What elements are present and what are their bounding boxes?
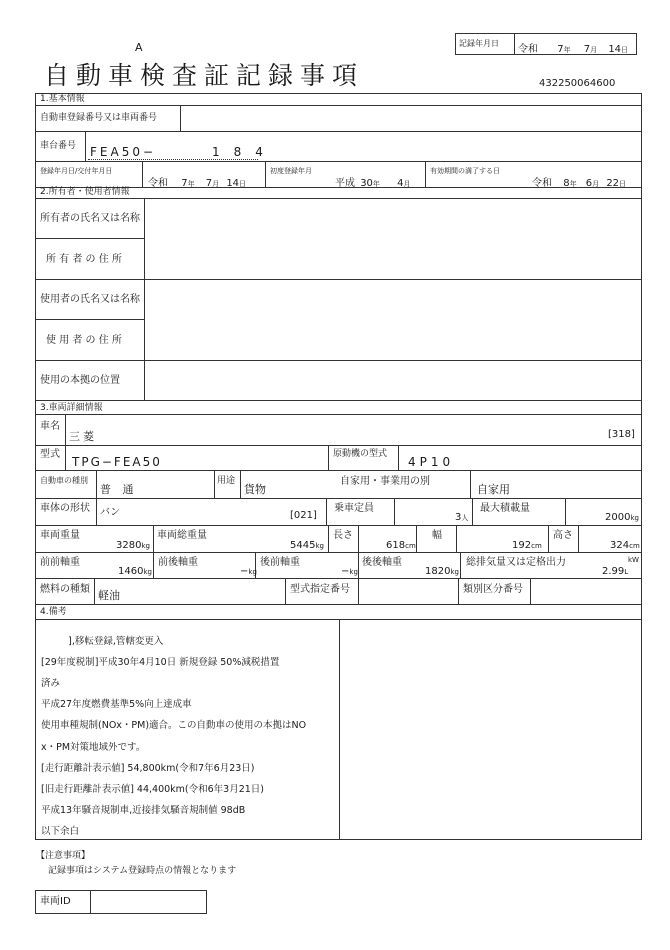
engine-value: 4P10 — [408, 455, 455, 469]
capacity-label: 乗車定員 — [334, 503, 374, 514]
record-date-value: 令和 7年 7月 14日 — [518, 44, 629, 55]
rf-axle-label: 後前軸重 — [260, 557, 300, 568]
remarks-line: 使用車種規制(NOx・PM)適合。この自動車の使用の本拠はNO — [41, 720, 307, 732]
use-label: 用途 — [217, 476, 236, 486]
rr-axle-label: 後後軸重 — [362, 557, 402, 568]
body-value: バン — [100, 507, 120, 518]
weight-label: 車両重量 — [40, 530, 80, 541]
record-date-label: 記録年月日 — [459, 39, 499, 48]
max-load-value: 2000kg — [605, 512, 639, 523]
reg-date-label: 登録年月日/交付年月日 — [40, 167, 113, 175]
reg-number-label: 自動車登録番号又は車両番号 — [40, 113, 158, 123]
displacement-value: 2.99L — [602, 566, 629, 577]
length-label: 長さ — [333, 530, 353, 541]
height-value: 324cm — [610, 540, 640, 551]
expiry-label: 有効期間の満了する日 — [430, 167, 500, 175]
make-label: 車名 — [40, 421, 60, 432]
vehicle-id-label: 車両ID — [40, 896, 71, 907]
rr-axle-value: 1820kg — [425, 566, 459, 577]
gross-weight-value: 5445kg — [290, 540, 324, 551]
rf-axle-value: −kg — [341, 566, 358, 577]
chassis-number-label: 車台番号 — [40, 141, 77, 151]
remarks-line: 以下余白 — [41, 826, 80, 838]
purpose-label: 自家用・事業用の別 — [340, 476, 430, 487]
type-designation-label: 型式指定番号 — [290, 584, 350, 595]
expiry-value: 令和 8年 6月 22日 — [532, 178, 627, 189]
fr-axle-label: 前後軸重 — [158, 557, 198, 568]
capacity-value: 3人 — [455, 512, 469, 523]
document-number: 432250064600 — [539, 78, 616, 89]
fuel-label: 燃料の種類 — [40, 584, 90, 595]
length-value: 618cm — [386, 540, 416, 551]
remarks-line: ],移転登録,管轄変更入 — [41, 635, 164, 647]
make-code: [318] — [608, 429, 635, 440]
document-title: 自動車検査証記録事項 — [44, 61, 365, 90]
model-label: 型式 — [40, 449, 60, 460]
purpose-value: 自家用 — [477, 483, 510, 496]
owner-name-label: 所有者の氏名又は名称 — [40, 213, 140, 224]
remarks-line: x・PM対策地域外です。 — [41, 741, 146, 753]
remarks-line: [走行距離計表示値] 54,800km(令和7年6月23日) — [41, 762, 255, 774]
form-mark: A — [135, 41, 143, 54]
chassis-prefix: FEA50− — [90, 145, 157, 159]
section-basic-heading: 1.基本情報 — [40, 94, 85, 104]
kind-value: 普 通 — [100, 483, 138, 496]
fr-axle-value: −kg — [240, 566, 257, 577]
remarks-line: 済み — [41, 677, 61, 689]
engine-label: 原動機の型式 — [333, 449, 388, 459]
ff-axle-value: 1460kg — [118, 566, 152, 577]
remarks-line: 平成13年騒音規制車,近接排気騒音規制値 98dB — [41, 805, 246, 817]
first-reg-label: 初度登録年月 — [270, 167, 312, 175]
model-value: TPG−FEA50 — [72, 455, 162, 469]
remarks-line: [旧走行距離計表示値] 44,400km(令和6年3月21日) — [41, 783, 265, 795]
section-remarks-heading: 4.備考 — [40, 607, 67, 617]
user-address-label: 使 用 者 の 住 所 — [46, 335, 122, 346]
remarks-text — [41, 626, 306, 848]
fuel-value: 軽油 — [98, 589, 120, 602]
user-name-label: 使用者の氏名又は名称 — [40, 294, 140, 305]
use-value: 貨物 — [244, 483, 266, 496]
remarks-line: [29年度税制]平成30年4月10日 新規登録 50%減税措置 — [41, 656, 280, 668]
section-owner-heading: 2.所有者・使用者情報 — [40, 187, 130, 197]
first-reg-value: 平成 30年 4月 — [335, 178, 411, 189]
width-value: 192cm — [512, 540, 542, 551]
make-value: 三菱 — [69, 430, 97, 443]
displacement-label: 総排気量又は定格出力 — [466, 557, 566, 568]
remarks-line: 平成27年度燃費基準5%向上達成車 — [41, 699, 192, 711]
category-label: 類別区分番号 — [463, 584, 523, 595]
base-location-label: 使用の本拠の位置 — [40, 375, 120, 386]
width-label: 幅 — [432, 530, 442, 541]
displacement-unit-kw: kW — [628, 556, 639, 564]
owner-address-label: 所 有 者 の 住 所 — [46, 254, 122, 265]
chassis-number: 184 — [212, 145, 277, 159]
notes-text: 記録事項はシステム登録時点の情報となります — [48, 866, 237, 876]
notes-heading: 【注意事項】 — [36, 851, 91, 861]
reg-date-value: 令和 7年 7月 14日 — [148, 178, 247, 189]
kind-label: 自動車の種別 — [40, 476, 88, 485]
weight-value: 3280kg — [116, 540, 150, 551]
section-vehicle-heading: 3.車両詳細情報 — [40, 403, 103, 413]
body-label: 車体の形状 — [40, 503, 90, 514]
body-code: [021] — [290, 510, 317, 521]
height-label: 高さ — [553, 530, 573, 541]
ff-axle-label: 前前軸重 — [40, 557, 80, 568]
gross-weight-label: 車両総重量 — [157, 530, 207, 541]
max-load-label: 最大積載量 — [480, 503, 530, 514]
